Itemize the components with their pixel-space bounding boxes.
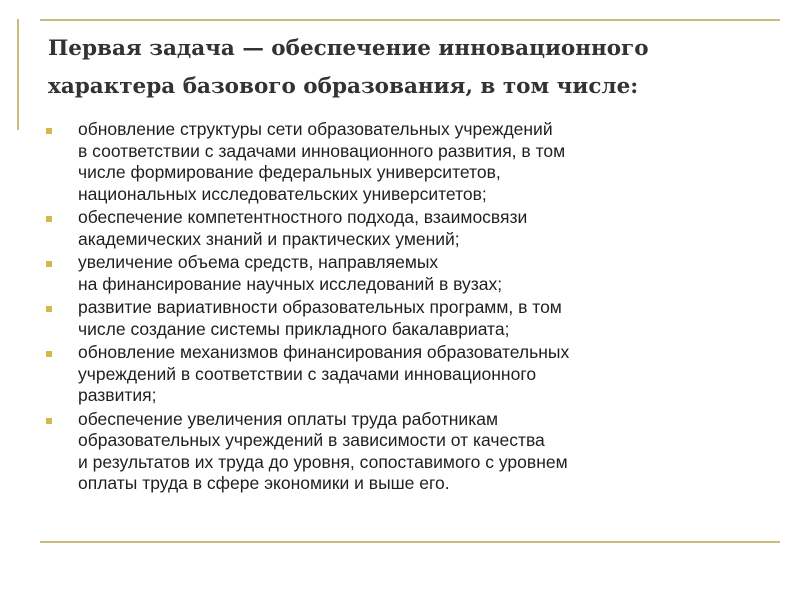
bullet-text: обеспечение компетентностного подхода, взаимосвязи академических знаний и практических умений; (78, 207, 528, 249)
list-item (38, 252, 768, 295)
list-item (38, 297, 768, 340)
bullet-list (38, 119, 768, 497)
bottom-rule (40, 541, 780, 543)
left-rule (17, 19, 19, 130)
bullet-text: обновление структуры сети образовательных учреждений в соответствии с задачами инновационного развития, в том числе формирование федеральных университетов, национальных исследовательских университетов; (78, 119, 566, 204)
square-bullet-icon (46, 418, 52, 424)
square-bullet-icon (46, 261, 52, 267)
bullet-text: обновление механизмов финансирования образовательных учреждений в соответствии с задачами инновационного развития; (78, 342, 570, 405)
slide-title: Первая задача — обеспечение инновационного характера базового образования, в том числе: (48, 36, 649, 99)
bullet-text: развитие вариативности образовательных программ, в том числе создание системы прикладного бакалавриата; (78, 297, 562, 339)
square-bullet-icon (46, 306, 52, 312)
bullet-text: увеличение объема средств, направляемых на финансирование научных исследований в вузах; (78, 252, 503, 294)
list-item (38, 409, 768, 495)
bullet-text: обеспечение увеличения оплаты труда работникам образовательных учреждений в зависимости от качества и результатов их труда до уровня, сопоставимого с уровнем оплаты труда в сфере экономики и выше его. (78, 408, 568, 493)
square-bullet-icon (46, 216, 52, 222)
top-rule (40, 19, 780, 21)
square-bullet-icon (46, 128, 52, 134)
list-item (38, 119, 768, 205)
square-bullet-icon (46, 351, 52, 357)
list-item (38, 207, 768, 250)
list-item (38, 342, 768, 407)
